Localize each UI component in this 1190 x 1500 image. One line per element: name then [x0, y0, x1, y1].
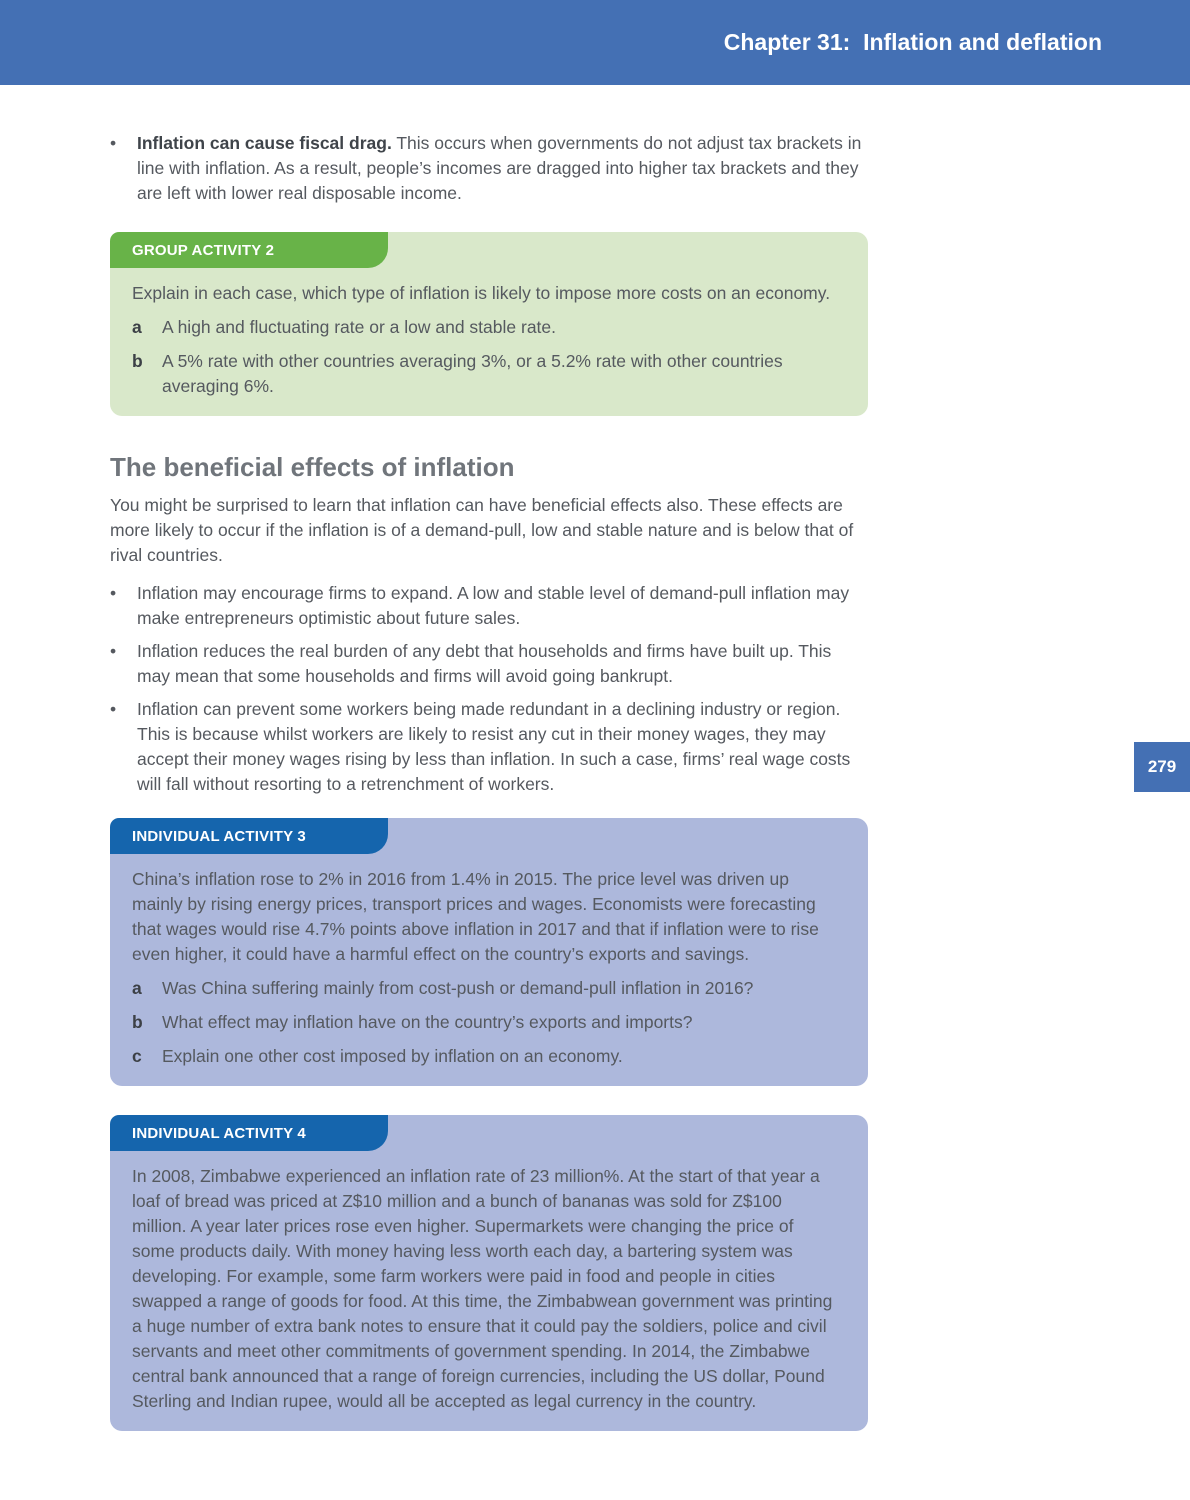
individual-activity-3-box: [110, 818, 868, 1086]
page-content: [110, 85, 868, 1431]
benefits-bullet-list: [110, 581, 868, 797]
individual-activity-3-tab: [110, 818, 388, 854]
chapter-title: Chapter 31: Inflation and deflation: [723, 29, 1102, 55]
fiscal-drag-lead: Inflation can cause fiscal drag.: [137, 133, 392, 153]
individual-activity-4-label: INDIVIDUAL ACTIVITY 4: [132, 1124, 306, 1142]
item-text: What effect may inflation have on the country’s exports and imports?: [162, 1012, 693, 1032]
section-heading: The beneficial effects of inflation: [110, 452, 515, 482]
group-activity-2-body: [110, 268, 868, 416]
individual-activity-3-item-c: [132, 1044, 838, 1069]
item-text: Explain one other cost imposed by inflation on an economy.: [162, 1046, 623, 1066]
individual-activity-4-tab: [110, 1115, 388, 1151]
page-number-badge: 279: [1134, 742, 1190, 792]
item-letter: a: [132, 317, 142, 337]
group-activity-2-item-a: [132, 315, 838, 340]
benefit-bullet-3-text: Inflation can prevent some workers being made redundant in a declining industry or region. This is because whilst workers are likely to resist any cut in their money wages, they may accept their money wages rising by less than inflation. In such a case, firms’ real wage costs will fall without resorting to a retrenchment of workers.: [137, 699, 851, 794]
individual-activity-3-paragraph: China’s inflation rose to 2% in 2016 from 1.4% in 2015. The price level was driven up mainly by rising energy prices, transport prices and wages. Economists were forecasting that wages would rise 4.7% points above inflation in 2017 and that if inflation were to rise even higher, it could have a harmful effect on the country’s exports and savings.: [132, 869, 819, 964]
group-activity-2-label: GROUP ACTIVITY 2: [132, 241, 275, 259]
item-letter: b: [132, 351, 143, 371]
benefit-bullet-2: [110, 639, 868, 689]
section-paragraph: You might be surprised to learn that inflation can have beneficial effects also. These effects are more likely to occur if the inflation is of a demand-pull, low and stable nature and is below that of rival countries.: [110, 495, 854, 565]
fiscal-drag-bullet: [110, 131, 868, 206]
item-letter: b: [132, 1012, 143, 1032]
individual-activity-3-label: INDIVIDUAL ACTIVITY 3: [132, 827, 306, 845]
fiscal-drag-rest: This occurs when governments do not adjust tax brackets in line with inflation. As a result, people’s incomes are dragged into higher tax brackets and they are left with lower real disposable income.: [137, 133, 862, 203]
item-text: A 5% rate with other countries averaging 3%, or a 5.2% rate with other countries averaging 6%.: [162, 351, 783, 396]
individual-activity-4-body: [110, 1151, 868, 1431]
item-text: A high and fluctuating rate or a low and stable rate.: [162, 317, 557, 337]
group-activity-2-tab: [110, 232, 388, 268]
bullet-icon: [110, 639, 137, 689]
benefit-bullet-1: [110, 581, 868, 631]
individual-activity-4-box: [110, 1115, 868, 1431]
benefit-bullet-3: [110, 697, 868, 797]
individual-activity-3-item-b: [132, 1010, 838, 1035]
item-text: Was China suffering mainly from cost-push or demand-pull inflation in 2016?: [162, 978, 754, 998]
bullet-icon: [110, 697, 137, 797]
group-activity-2-intro: Explain in each case, which type of inflation is likely to impose more costs on an economy.: [132, 283, 831, 303]
item-letter: c: [132, 1046, 142, 1066]
group-activity-2-box: [110, 232, 868, 416]
individual-activity-4-paragraph: In 2008, Zimbabwe experienced an inflation rate of 23 million%. At the start of that year a loaf of bread was priced at Z$10 million and a bunch of bananas was sold for Z$100 million. A year later prices rose even higher. Supermarkets were changing the price of some products daily. With money having less worth each day, a bartering system was developing. For example, some farm workers were paid in food and people in cities swapped a range of goods for food. At this time, the Zimbabwean government was printing a huge number of extra bank notes to ensure that it could pay the soldiers, police and civil servants and meet other commitments of government spending. In 2014, the Zimbabwe central bank announced that a range of foreign currencies, including the US dollar, Pound Sterling and Indian rupee, would all be accepted as legal currency in the country.: [132, 1166, 833, 1411]
bullet-icon: [110, 581, 137, 631]
group-activity-2-item-b: [132, 349, 838, 399]
fiscal-drag-text: [137, 131, 868, 206]
item-letter: a: [132, 978, 142, 998]
chapter-header-bar: [0, 0, 1190, 85]
individual-activity-3-body: [110, 854, 868, 1086]
benefit-bullet-1-text: Inflation may encourage firms to expand. A low and stable level of demand-pull inflation may make entrepreneurs optimistic about future sales.: [137, 583, 850, 628]
benefit-bullet-2-text: Inflation reduces the real burden of any debt that households and firms have built up. This may mean that some households and firms will avoid going bankrupt.: [137, 641, 832, 686]
bullet-icon: [110, 131, 137, 206]
individual-activity-3-item-a: [132, 976, 838, 1001]
